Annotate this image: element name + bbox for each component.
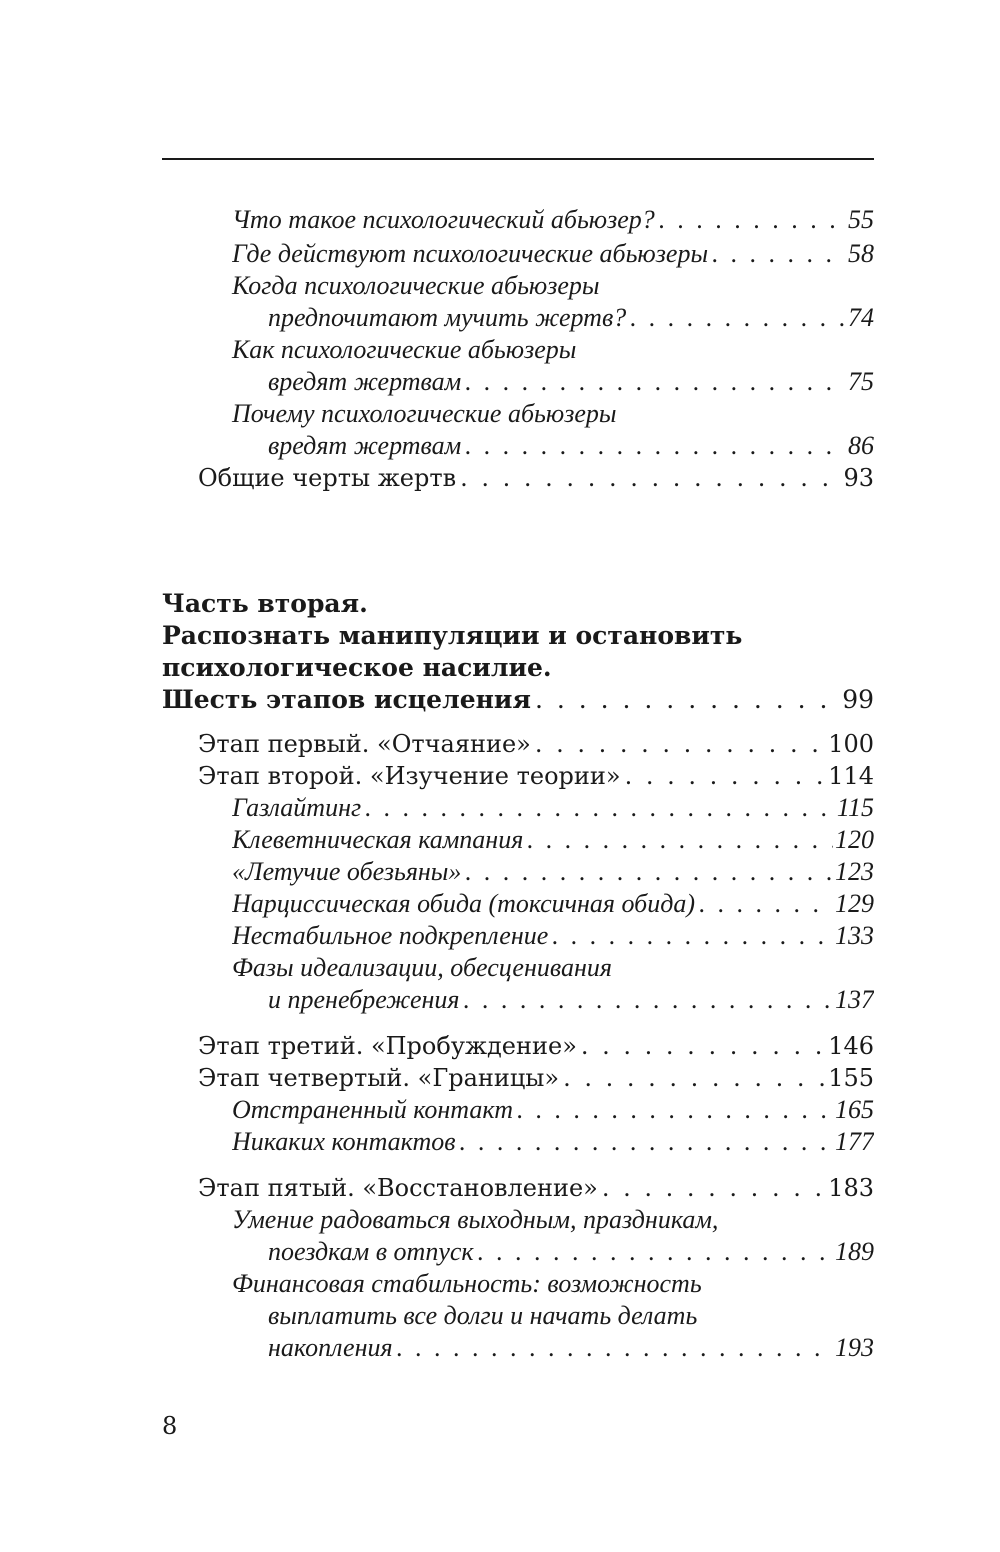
toc-entry-title-line: Когда психологические абьюзеры — [232, 271, 600, 300]
toc-page-number: 93 — [843, 464, 874, 492]
toc-entry-title: вредят жертвам — [268, 367, 462, 396]
toc-entry — [232, 920, 874, 952]
toc-entry-title: «Летучие обезьяны» — [232, 857, 462, 886]
toc-entry-title: Нарциссическая обида (токсичная обида) — [232, 889, 696, 918]
part-heading-line: психологическое насилие. — [162, 653, 552, 682]
toc-entry-title-line: Фазы идеализации, обесценивания — [232, 953, 612, 982]
toc-page-number: 189 — [835, 1237, 874, 1266]
dot-leader — [598, 1172, 826, 1204]
toc-stage-entry — [198, 1030, 874, 1062]
toc-page-number: 99 — [842, 685, 874, 714]
toc-page-number: 100 — [828, 730, 874, 758]
dot-leader — [393, 1332, 833, 1364]
toc-page-number: 165 — [835, 1095, 874, 1124]
toc-entry — [268, 302, 874, 334]
toc-entry-title: Что такое психологический абьюзер? — [232, 205, 655, 234]
dot-leader — [626, 302, 846, 334]
dot-leader — [523, 824, 833, 856]
toc-entry-title: Этап третий. «Пробуждение» — [198, 1032, 577, 1060]
dot-leader — [361, 792, 835, 824]
part-heading-entry — [162, 684, 874, 716]
toc-page-number: 114 — [828, 762, 874, 790]
dot-leader — [708, 238, 846, 270]
toc-entry — [232, 204, 874, 236]
dot-leader — [461, 430, 846, 462]
toc-entry-title: Общие черты жертв — [198, 464, 457, 492]
toc-entry-title: и пренебрежения — [268, 985, 460, 1014]
toc-entry — [232, 856, 874, 888]
dot-leader — [456, 462, 841, 494]
dot-leader — [577, 1030, 826, 1062]
toc-entry — [232, 1126, 874, 1158]
toc-stage-entry — [198, 728, 874, 760]
toc-entry-title: Никаких контактов — [232, 1127, 456, 1156]
toc-entry-title: Отстраненный контакт — [232, 1095, 513, 1124]
toc-stage-entry — [198, 1172, 874, 1204]
toc-entry — [232, 824, 874, 856]
toc-page-number: 74 — [848, 303, 874, 332]
toc-entry-title-line: Как психологические абьюзеры — [232, 335, 577, 364]
dot-leader — [655, 204, 846, 236]
dot-leader — [461, 856, 833, 888]
toc-page-number: 120 — [835, 825, 874, 854]
toc-page-number: 129 — [835, 889, 874, 918]
toc-page-number: 177 — [835, 1127, 874, 1156]
toc-entry — [232, 888, 874, 920]
toc-page-number: 183 — [828, 1174, 874, 1202]
toc-page-number: 146 — [828, 1032, 874, 1060]
toc-page-number: 75 — [848, 367, 874, 396]
toc-entry — [268, 430, 874, 462]
toc-stage-entry — [198, 1062, 874, 1094]
toc-entry — [232, 792, 874, 824]
toc-page-number: 55 — [848, 205, 874, 234]
toc-entry — [232, 1094, 874, 1126]
toc-entry — [268, 1236, 874, 1268]
toc-entry-title-line: Умение радоваться выходным, праздникам, — [232, 1205, 719, 1234]
toc-page-number: 58 — [848, 239, 874, 268]
toc-entry — [268, 984, 874, 1016]
dot-leader — [531, 728, 826, 760]
toc-entry-title: Этап четвертый. «Границы» — [198, 1064, 560, 1092]
toc-entry — [268, 1332, 874, 1364]
dot-leader — [531, 684, 840, 716]
dot-leader — [513, 1094, 833, 1126]
toc-entry-title: вредят жертвам — [268, 431, 462, 460]
toc-page-number: 155 — [828, 1064, 874, 1092]
toc-page-number: 137 — [835, 985, 874, 1014]
toc-entry-title-line: Финансовая стабильность: возможность — [232, 1269, 702, 1298]
toc-entry-title: Этап второй. «Изучение теории» — [198, 762, 621, 790]
dot-leader — [621, 760, 827, 792]
toc-page-number: 133 — [835, 921, 874, 950]
page-number: 8 — [162, 1412, 178, 1440]
toc-entry-title: Клеветническая кампания — [232, 825, 524, 854]
toc-entry — [198, 462, 874, 494]
toc-page-number: 86 — [848, 431, 874, 460]
toc-page-number: 123 — [835, 857, 874, 886]
toc-entry-title-line: выплатить все долги и начать делать — [268, 1301, 698, 1330]
toc-entry-title: Где действуют психологические абьюзеры — [232, 239, 709, 268]
toc-stage-entry — [198, 760, 874, 792]
dot-leader — [461, 366, 846, 398]
dot-leader — [459, 984, 833, 1016]
dot-leader — [559, 1062, 826, 1094]
top-rule — [162, 158, 874, 160]
dot-leader — [456, 1126, 833, 1158]
toc-entry — [232, 238, 874, 270]
toc-entry-title-line: Почему психологические абьюзеры — [232, 399, 617, 428]
toc-page-number: 115 — [836, 793, 874, 822]
part-heading-line: Часть вторая. — [162, 589, 368, 618]
dot-leader — [695, 888, 833, 920]
part-heading-title: Шесть этапов исцеления — [162, 685, 531, 714]
part-heading-line: Распознать манипуляции и остановить — [162, 621, 743, 650]
toc-entry-title: поездкам в отпуск — [268, 1237, 474, 1266]
toc-entry-title: Этап первый. «Отчаяние» — [198, 730, 531, 758]
toc-entry — [268, 366, 874, 398]
toc-entry-title: Газлайтинг — [232, 793, 362, 822]
toc-entry-title: Нестабильное подкрепление — [232, 921, 549, 950]
toc-entry-title: предпочитают мучить жертв? — [268, 303, 627, 332]
toc-page-number: 193 — [835, 1333, 874, 1362]
dot-leader — [474, 1236, 833, 1268]
dot-leader — [548, 920, 833, 952]
toc-entry-title: накопления — [268, 1333, 393, 1362]
toc-entry-title: Этап пятый. «Восстановление» — [198, 1174, 598, 1202]
